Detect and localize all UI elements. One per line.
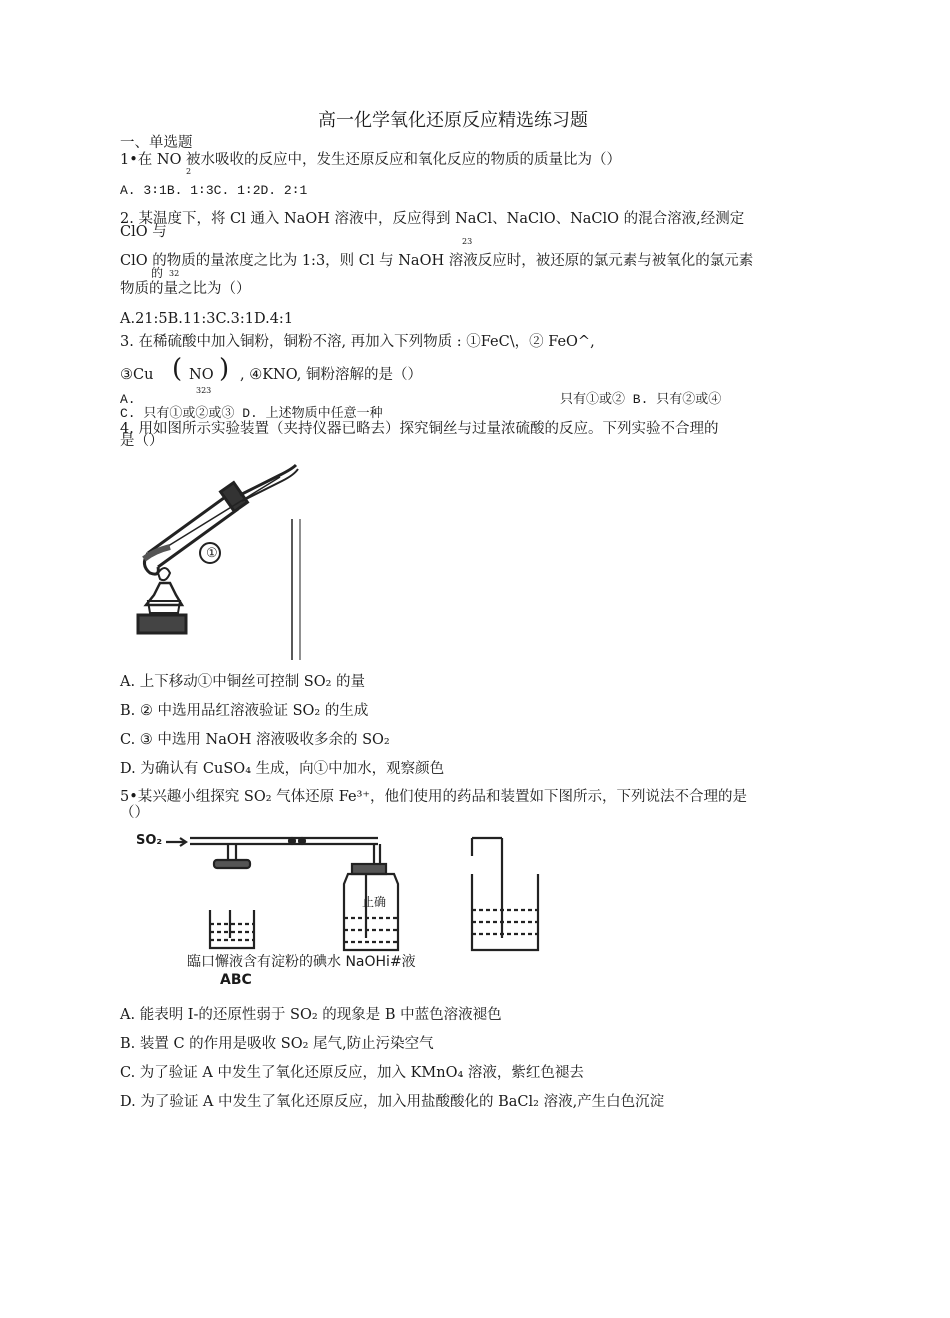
q3-paren-left: ( — [172, 354, 183, 384]
q3-option-a: A. — [120, 392, 136, 407]
q1-subscript: 2 — [186, 167, 192, 176]
q3-line1: 3. 在稀硫酸中加入铜粉，铜粉不溶, 再加入下列物质 : ①FeC\，② FeO^, — [120, 334, 595, 350]
q3-option-a-rest: 只有①或② B. 只有②或④ — [560, 392, 722, 407]
q5-option-d: D. 为了验证 A 中发生了氧化还原反应，加入用盐酸酸化的 BaCl₂ 溶液,产生白色沉淀 — [120, 1094, 665, 1110]
q5-option-c: C. 为了验证 A 中发生了氧化还原反应，加入 KMnO₄ 溶液，紫红色褪去 — [120, 1065, 584, 1081]
q3-rest: , ④KNO, 铜粉溶解的是（） — [240, 367, 422, 383]
q2-de: 的 — [151, 266, 164, 280]
q4-apparatus-figure — [130, 455, 320, 665]
q4-option-c: C. ③ 中选用 NaOH 溶液吸收多余的 SO₂ — [120, 732, 390, 748]
q4-line1: 4. 用如图所示实验装置（夹持仪器已略去）探究铜丝与过量浓硫酸的反应。下列实验不合理的 — [120, 421, 719, 437]
q5-fig-mid-label: 止确 — [362, 895, 387, 909]
q5-line2: （） — [120, 805, 149, 821]
q5-apparatus-figure — [130, 826, 550, 956]
q1-stem-start: 1•在 NO — [120, 152, 182, 168]
q4-option-a: A. 上下移动①中铜丝可控制 SO₂ 的量 — [120, 674, 366, 690]
q3-paren-right: ) — [219, 354, 230, 384]
q2-subscript-32: 32 — [169, 269, 180, 278]
section-heading: 一、单选题 — [120, 135, 193, 151]
q2-clo-and: ClO 与 — [120, 224, 167, 240]
page-title: 高一化学氧化还原反应精选练习题 — [318, 110, 588, 131]
q2-line3: 物质的量之比为（） — [120, 281, 251, 297]
q4-option-b: B. ② 中选用品红溶液验证 SO₂ 的生成 — [120, 703, 369, 719]
q5-fig-so2-label: SO₂ — [136, 833, 163, 848]
q4-figure-label: ① — [206, 546, 218, 561]
q2-options: A.21:5B.11:3C.3:1D.4:1 — [120, 311, 294, 327]
q1-stem-rest: 被水吸收的反应中，发生还原反应和氧化反应的物质的质量比为（） — [186, 152, 621, 168]
q4-option-d: D. 为确认有 CuSO₄ 生成，向①中加水，观察颜色 — [120, 761, 445, 777]
q5-option-b: B. 装置 C 的作用是吸收 SO₂ 尾气,防止污染空气 — [120, 1036, 434, 1052]
q3-no: NO — [189, 367, 214, 383]
q2-subscript-23: 23 — [462, 237, 473, 246]
q1-options: A. 3∶1B. 1∶3C. 1∶2D. 2∶1 — [120, 183, 308, 198]
q3-option-c: C. 只有①或②或③ D. 上述物质中任意一种 — [120, 406, 383, 421]
q3-subscript-323: 323 — [196, 386, 212, 395]
q5-line1: 5•某兴趣小组探究 SO₂ 气体还原 Fe³⁺，他们使用的药品和装置如下图所示，下列说法不合理的是 — [120, 789, 748, 805]
q3-cu: ③Cu — [120, 367, 154, 383]
q5-fig-caption: 臨口懈液含有淀粉的碘水 NaOHi#液 — [187, 954, 416, 970]
q5-option-a: A. 能表明 I-的还原性弱于 SO₂ 的现象是 B 中蓝色溶液褪色 — [120, 1007, 502, 1023]
q2-line1: 2. 某温度下，将 Cl 通入 NaOH 溶液中，反应得到 NaCl、NaClO、NaClO 的混合溶液,经测定 — [120, 211, 745, 227]
q4-line2: 是（） — [120, 433, 164, 449]
q5-fig-abc: ABC — [220, 972, 252, 988]
q2-line2: ClO 的物质的量浓度之比为 1:3，则 Cl 与 NaOH 溶液反应时，被还原的氯元素与被氧化的氯元素 — [120, 253, 754, 269]
